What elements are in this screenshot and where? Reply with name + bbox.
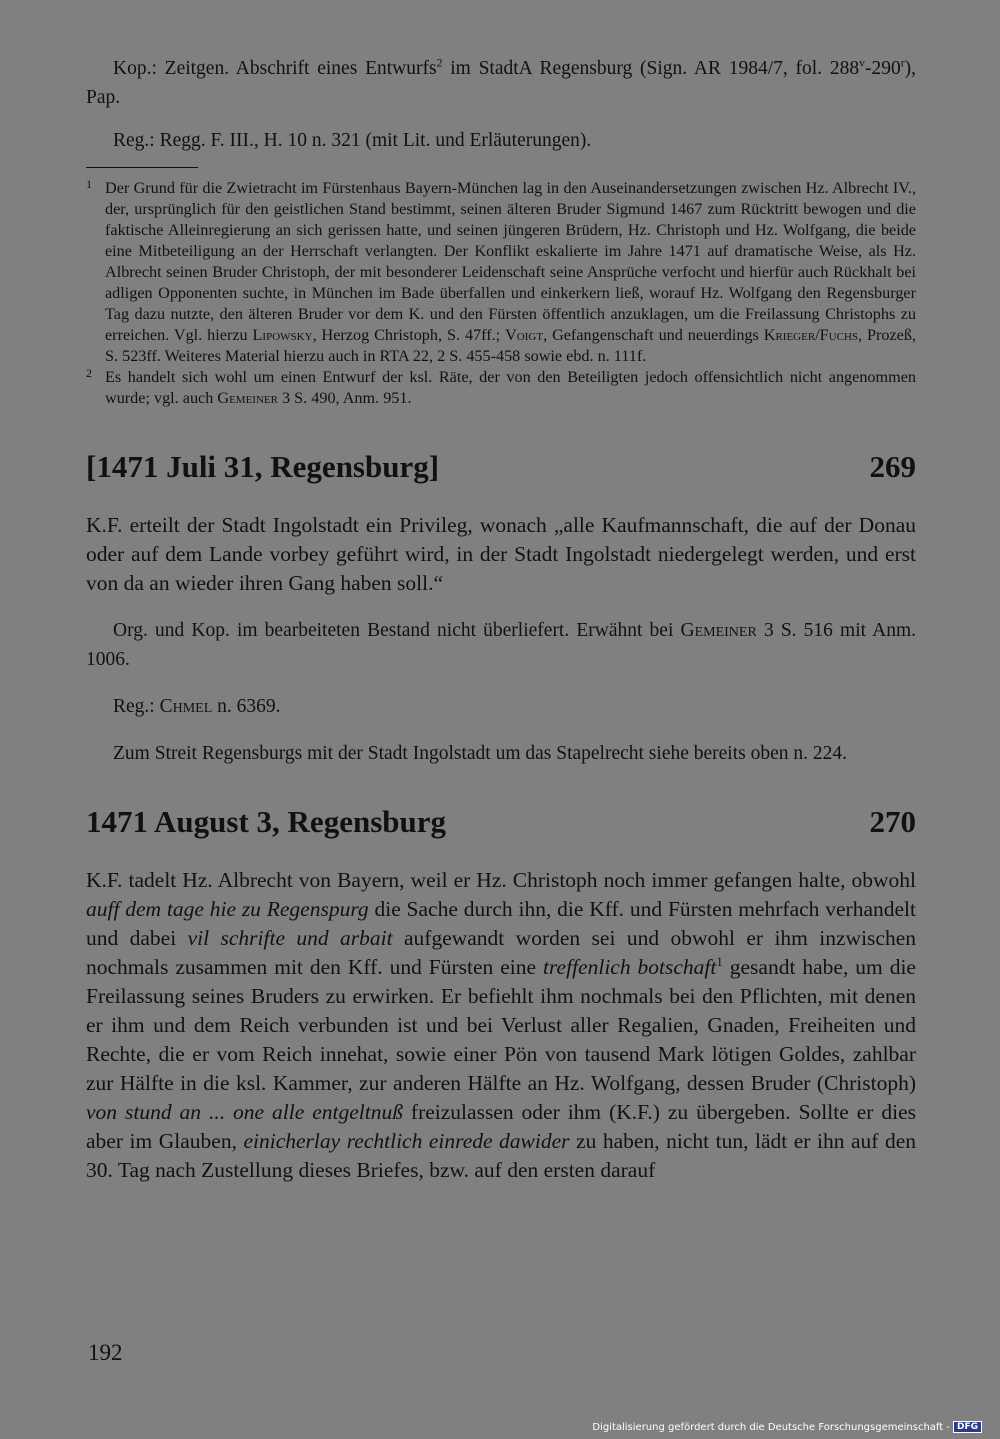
- doc-269-summary: K.F. erteilt der Stadt Ingolstadt ein Privileg, wonach „alle Kaufmannschaft, die auf der Donau oder auf dem Lande vorbey geführt wird, in der Stadt Ingolstadt niedergelegt werden, und erst von da an wieder ihren Gang haben soll.“: [86, 513, 916, 595]
- kop-reference: Kop.: Zeitgen. Abschrift eines Entwurfs$^2$ im StadtA Regensburg (Sign. AR 1984/7, fol. 288$^v$-290$^r$), Pap.: [86, 56, 917, 108]
- footnote-1: 1 Der Grund für die Zwietracht im Fürstenhaus Bayern-München lag in den Auseinandersetzungen zwischen Hz. Albrecht IV., der, ursprünglich für den geistlichen Stand bestimmt, seinen älteren Bruder Sigmund 1467 zum Rücktritt bewogen und die faktische Alleinregierung an sich gerissen hatte, und seinen jüngeren Brüdern, Hz. Christoph und Hz. Wolfgang, die beide eine Mitbeteiligung an der Herrschaft verlangten. Der Konflikt eskalierte im Jahre 1471 auf dramatische Weise, als Hz. Albrecht seinen Bruder Christoph, der mit besonderer Leidenschaft seine Ansprüche verfocht und hierfür auch Rückhalt bei adligen Opponenten suchte, in München im Bade überfallen und einkerkern ließ, worauf Hz. Wolfgang den Regensburger Tag dazu nutzte, den älteren Bruder vor dem K. und den Fürsten öffentlich anzuklagen, um die Freilassung Christophs zu erreichen. Vgl. hierzu Lipowsky, Herzog Christoph, S. 47ff.; Voigt, Gefangenschaft und neuerdings Krieger/Fuchs, Prozeß, S. 523ff. Weiteres Material hierzu auch in RTA 22, 2 S. 455-458 sowie ebd. n. 111f.: [86, 177, 916, 365]
- dfg-credit: [592, 1421, 982, 1433]
- doc-270-number: 270: [869, 804, 916, 839]
- credit-text: Digitalisierung gefördert durch die Deutsche Forschungsgemeinschaft -: [592, 1421, 950, 1433]
- reg-reference: Reg.: Regg. F. III., H. 10 n. 321 (mit Lit. und Erläuterungen).: [113, 130, 592, 151]
- doc-270-summary: K.F. tadelt Hz. Albrecht von Bayern, weil er Hz. Christoph noch immer gefangen halte, obwohl auff dem tage hie zu Regenspurg die Sache durch ihn, die Kff. und Fürsten mehrfach verhandelt und dabei vil schrifte und arbait aufgewandt worden sei und obwohl er ihm inzwischen nochmals zusammen mit den Kff. und Fürsten eine treffenlich botschaft$^1$ gesandt habe, um die Freilassung seines Bruders zu erwirken. Er befiehlt ihm nochmals bei den Pflichten, mit denen er ihm und dem Reich verbunden ist und bei Verlust aller Regalien, Gnaden, Freiheiten und Rechte, die er vom Reich innehat, sowie einer Pön von tausend Mark lötigen Goldes, zahlbar zur Hälfte in die ksl. Kammer, zur anderen Hälfte an Hz. Wolfgang, dessen Bruder (Christoph) von stund an ... one alle entgeltnuß freizulassen oder ihm (K.F.) zu übergeben. Sollte er dies aber im Glauben, einicherlay rechtlich einrede dawider zu haben, nicht tun, lädt er ihn auf den 30. Tag nach Zustellung dieses Briefes, bzw. auf den ersten darauf: [86, 868, 917, 1182]
- doc-269-note: Zum Streit Regensburgs mit der Stadt Ingolstadt um das Stapelrecht siehe bereits oben n. 224.: [113, 743, 848, 764]
- page-number: 192: [88, 1340, 123, 1365]
- page-content: [86, 54, 916, 1185]
- doc-270-heading: [86, 804, 916, 840]
- doc-269-reg: Reg.: Chmel n. 6369.: [113, 696, 281, 717]
- footnote-divider: [86, 167, 198, 168]
- doc-270-date: 1471 August 3, Regensburg: [86, 804, 446, 839]
- doc-269-number: 269: [869, 449, 916, 484]
- dfg-logo: DFG: [953, 1421, 982, 1433]
- doc-269-original: Org. und Kop. im bearbeiteten Bestand nicht überliefert. Erwähnt bei Gemeiner 3 S. 516 mit Anm. 1006.: [86, 620, 916, 670]
- doc-269-date: [1471 Juli 31, Regensburg]: [86, 449, 440, 484]
- doc-269-heading: [86, 449, 916, 485]
- footnote-2: 2 Es handelt sich wohl um einen Entwurf der ksl. Räte, der von den Beteiligten jedoch offensichtlich nicht angenommen wurde; vgl. auch Gemeiner 3 S. 490, Anm. 951.: [86, 366, 916, 407]
